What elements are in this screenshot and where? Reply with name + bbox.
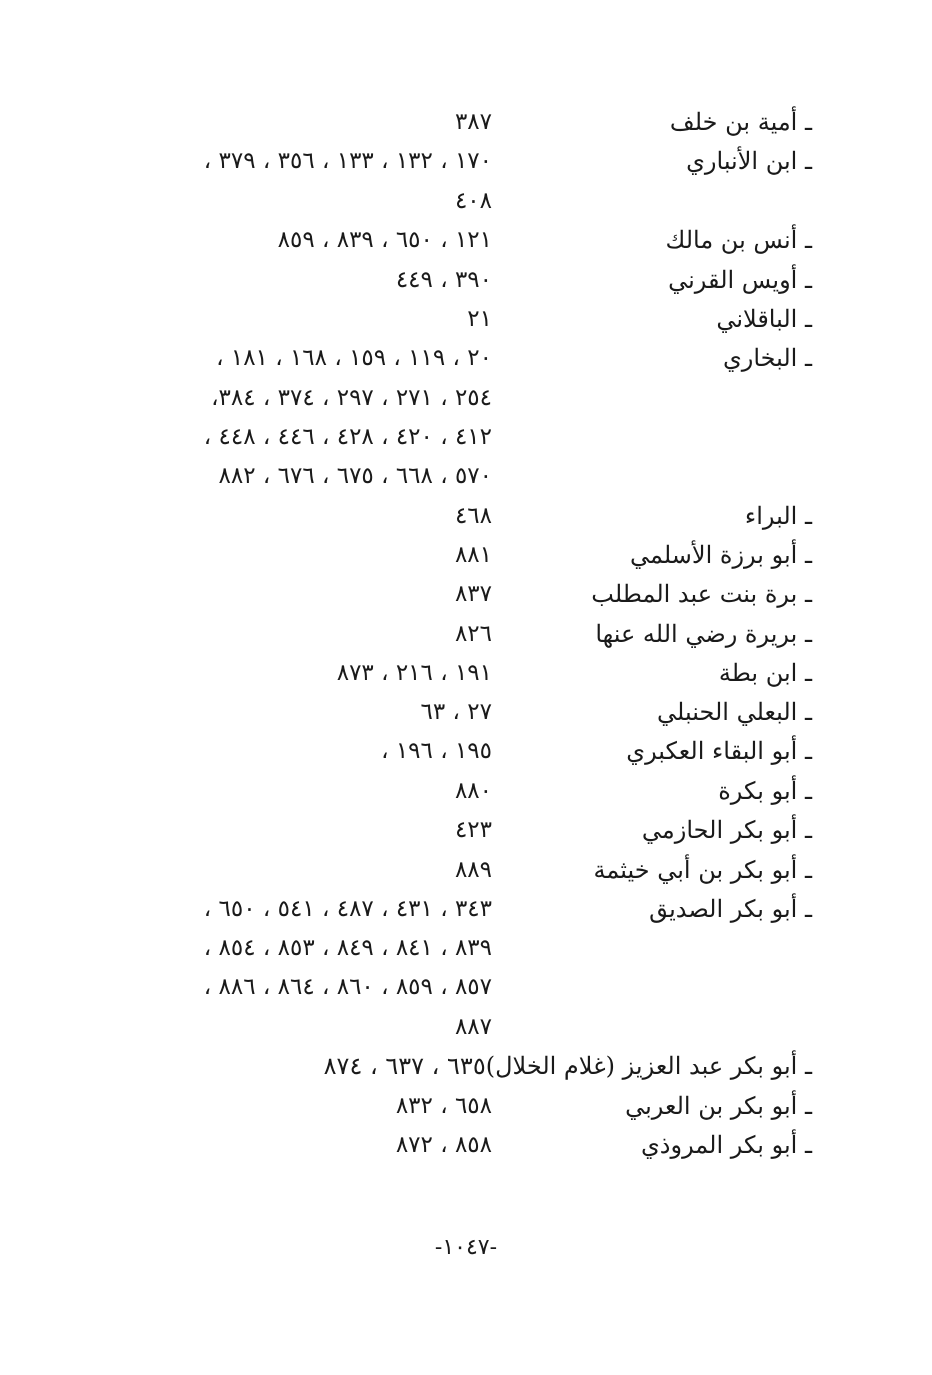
entry-pages: ٨٣٧	[454, 581, 492, 607]
index-entry-continuation	[0, 456, 932, 496]
index-entry-continuation	[0, 928, 932, 968]
entry-name: ـ البراء	[744, 502, 812, 530]
index-entry	[0, 338, 932, 378]
entry-name: ـ أبو بكر الحازمي	[641, 816, 812, 844]
index-entry	[0, 614, 932, 654]
index-entry	[0, 850, 932, 890]
entry-name: ـ أويس القرني	[668, 266, 812, 294]
entry-pages: ١٧٠ ، ١٣٢ ، ١٣٣ ، ٣٥٦ ، ٣٧٩ ،	[203, 148, 492, 174]
entry-pages: ٢٠ ، ١١٩ ، ١٥٩ ، ١٦٨ ، ١٨١ ،	[216, 345, 492, 371]
page-number: -١٠٤٧-	[434, 1235, 498, 1260]
entry-pages: ٨٥٨ ، ٨٧٢	[395, 1132, 492, 1158]
entry-name: ـ أبو بكر بن أبي خيثمة	[593, 856, 812, 884]
index-entry-continuation	[0, 181, 932, 221]
index-entry-continuation	[0, 1007, 932, 1047]
entry-pages: ١٩١ ، ٢١٦ ، ٨٧٣	[336, 660, 492, 686]
index-entry	[0, 810, 932, 850]
entry-pages: ٤١٢ ، ٤٢٠ ، ٤٢٨ ، ٤٤٦ ، ٤٤٨ ،	[203, 424, 492, 450]
entry-pages: ٣٤٣ ، ٤٣١ ، ٤٨٧ ، ٥٤١ ، ٦٥٠ ،	[203, 896, 492, 922]
entry-pages: ٤٢٣	[454, 817, 492, 843]
index-entry	[0, 535, 932, 575]
entry-name: ـ برة بنت عبد المطلب	[591, 580, 812, 608]
entry-pages: ٨٨٠	[454, 778, 492, 804]
entry-pages: ٤٦٨	[454, 503, 492, 529]
entry-name: ـ الباقلاني	[716, 305, 812, 333]
entry-name: ـ أبو برزة الأسلمي	[629, 541, 812, 569]
entry-name: ـ أبو البقاء العكبري	[626, 737, 812, 765]
entry-pages: ٨٢٦	[454, 621, 492, 647]
entry-pages: ٨٨١	[454, 542, 492, 568]
entry-name: ـ البخاري	[722, 344, 812, 372]
entry-name: ـ أبو بكر الصديق	[649, 895, 812, 923]
entry-pages: ٣٩٠ ، ٤٤٩	[395, 267, 492, 293]
entry-name: ـ ابن بطة	[718, 659, 812, 687]
entry-name: ـ بريرة رضي الله عنها	[595, 620, 812, 648]
entry-pages: ٨٥٧ ، ٨٥٩ ، ٨٦٠ ، ٨٦٤ ، ٨٨٦ ،	[203, 974, 492, 1000]
index-entry	[0, 731, 932, 771]
entry-name: ـ أبو بكر بن العربي	[625, 1092, 812, 1120]
entry-pages: ٤٠٨	[454, 188, 492, 214]
entry-name: ـ ابن الأنباري	[686, 147, 812, 175]
index-entry	[0, 220, 932, 260]
index-entry	[0, 496, 932, 536]
entry-name: ـ البعلي الحنبلي	[657, 698, 812, 726]
entry-pages: ١٢١ ، ٦٥٠ ، ٨٣٩ ، ٨٥٩	[277, 227, 492, 253]
entry-pages: ٢٧ ، ٦٣	[420, 699, 492, 725]
entry-pages: ١٩٥ ، ١٩٦ ،	[381, 738, 492, 764]
entry-pages: ٨٨٩	[454, 857, 492, 883]
index-entry	[0, 299, 932, 339]
index-entry-continuation	[0, 378, 932, 418]
index-entry	[0, 889, 932, 929]
index-entry	[0, 141, 932, 181]
index-entry	[0, 260, 932, 300]
entry-name: ـ أبو بكر عبد العزيز (غلام الخلال)٦٣٥ ، ٦٣٧ ، ٨٧٤	[323, 1052, 812, 1080]
entry-name: ـ أبو بكر المروذي	[641, 1131, 812, 1159]
index-entry	[0, 1125, 932, 1165]
index-entry	[0, 574, 932, 614]
entry-pages: ٥٧٠ ، ٦٦٨ ، ٦٧٥ ، ٦٧٦ ، ٨٨٢	[218, 463, 492, 489]
index-entry	[0, 653, 932, 693]
entry-pages: ٨٨٧	[454, 1014, 492, 1040]
entry-pages: ٢٥٤ ، ٢٧١ ، ٢٩٧ ، ٣٧٤ ، ٣٨٤،	[211, 385, 492, 411]
index-entry-continuation	[0, 967, 932, 1007]
index-entry	[0, 1086, 932, 1126]
entry-name: ـ أنس بن مالك	[665, 226, 812, 254]
entry-pages: ٨٣٩ ، ٨٤١ ، ٨٤٩ ، ٨٥٣ ، ٨٥٤ ،	[203, 935, 492, 961]
entry-pages: ٣٨٧	[454, 109, 492, 135]
entry-name: ـ أمية بن خلف	[669, 108, 812, 136]
entry-pages: ٦٥٨ ، ٨٣٢	[395, 1093, 492, 1119]
entry-name: ـ أبو بكرة	[718, 777, 812, 805]
index-entry-continuation	[0, 417, 932, 457]
entry-pages: ٢١	[467, 306, 492, 332]
index-entry	[0, 102, 932, 142]
index-entry	[0, 692, 932, 732]
index-entry	[0, 1046, 932, 1086]
index-entry	[0, 771, 932, 811]
